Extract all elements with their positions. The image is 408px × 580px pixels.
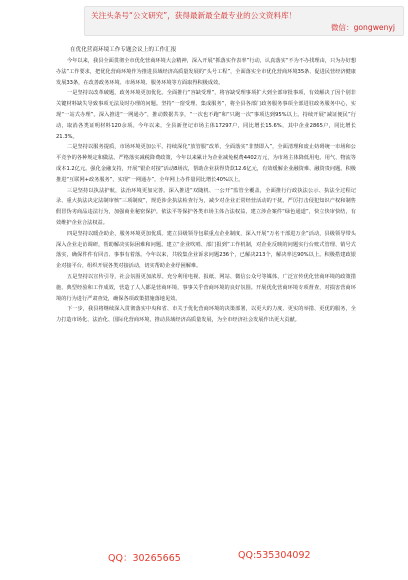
paragraph: 今年以来，我县全面贯彻全市优化营商环境大会精神，深入开展“抓落实作表率”行动，认真落实“不为不办找理由，只为办好想办法”工作要求，把优化营商环境作为推进县域经济高质量发展的“头号工程”，全面落实全市优化营商环境35条、促进民营经济健康发展33条，在改善政务环境、市场环境、服务环境等方面取得积极成效。 [56, 58, 356, 86]
paragraph: 三是坚持以执法护航，法治环境更加完善。深入推进“双随机、一公开”监管全覆盖，全面推行行政执法公示、执法全过程记录、重大执法决定法制审核“三项制度”，规范涉企执法检查行为，减少对企业正常经营活动的干扰。严厉打击侵犯知识产权和制售假冒伪劣商品违法行为，加强商业秘密保护。依法平等保护各类市场主体合法权益，建立涉企案件“绿色通道”，快立快审快结，有效维护企业合法权益。 [56, 187, 356, 226]
contact-footer [0, 542, 408, 580]
paragraph: 一是坚持以改革破题，政务环境更加优化。全面推行“容缺受理”，将容缺受理事项扩大到全部审批事项，有效解决了因个别非关键材料缺失导致事项无法及时办理的问题。坚持“一窗受理、集成服务”，将全县各部门政务服务事项全部进驻政务服务中心，实现“一站式办理”。深入推进“一网通办”，推动数据共享，“一次也不跑”和“只跑一次”事项达到95%以上。持续开展“减证便民”行动，取消各类证明材料120余项。今年以来，全县新登记市场主体17297户，同比增长15.6%，其中企业2865户，同比增长21.3%。 [56, 90, 356, 140]
document-title: 在优化营商环境工作专题会议上的工作汇报 [70, 47, 177, 53]
document-body [56, 44, 356, 326]
qq-contact-left: QQ：30265665 [108, 553, 181, 564]
promo-banner-text: 关注头条号“公文研究”，获得最新最全最专业的公文资料库！ [91, 11, 297, 20]
paragraph: 五是坚持以宣传引导，社会氛围更加浓厚。充分利用电视、报纸、网站、微信公众号等媒体，广泛宣传优化营商环境的政策措施、典型经验和工作成效，营造了人人都是营商环境、事事关乎营商环境的良好氛围。开展优化营商环境专项督查，对损害营商环境的行为进行严肃查处，确保各项政策措施落地见效。 [56, 273, 356, 302]
promo-banner-wechat: 微信：gongwenyj [330, 23, 395, 32]
paragraph: 四是坚持以暖企助企，服务环境更加优质。建立县级领导包联重点企业制度，深入开展“万名干部进万企”活动，县级领导带头深入企业走访调研，帮助解决实际困难和问题。建立“企业吹哨、部门报到”工作机制，对企业反映的问题实行台账式管理、销号式落实，确保件件有回音、事事有着落。今年以来，共收集企业诉求问题236个，已解决213个，解决率达90%以上。积极搭建政银企对接平台，组织开展各类对接活动，切实帮助企业纾困解难。 [56, 230, 356, 270]
qq-contact-right: QQ:535304092 [238, 550, 311, 561]
paragraph: 二是坚持以服务提质，市场环境更加公平。持续深化“放管服”改革，全面落实“非禁即入”，全面清理和废止妨碍统一市场和公平竞争的各种规定和做法。严格落实减税降费政策，今年以来累计为企业减免税费4402万元，为市场主体降低用电、用气、物流等成本1.2亿元。强化金融支持，开展“银企对接”活动8场次，帮助企业获得贷款12.6亿元，有效缓解企业融资难、融资贵问题。积极推进“互联网+政务服务”，实现“一网通办”，全年网上办件量同比增长40%以上。 [56, 144, 356, 183]
promo-banner [84, 6, 404, 36]
paragraph: 下一步，我县将继续深入贯彻落实中央和省、市关于优化营商环境的决策部署，以更大的力度、更实的举措、更优的服务，全力打造市场化、法治化、国际化营商环境，推动县域经济高质量发展，为全市经济社会发展作出更大贡献。 [56, 306, 356, 324]
